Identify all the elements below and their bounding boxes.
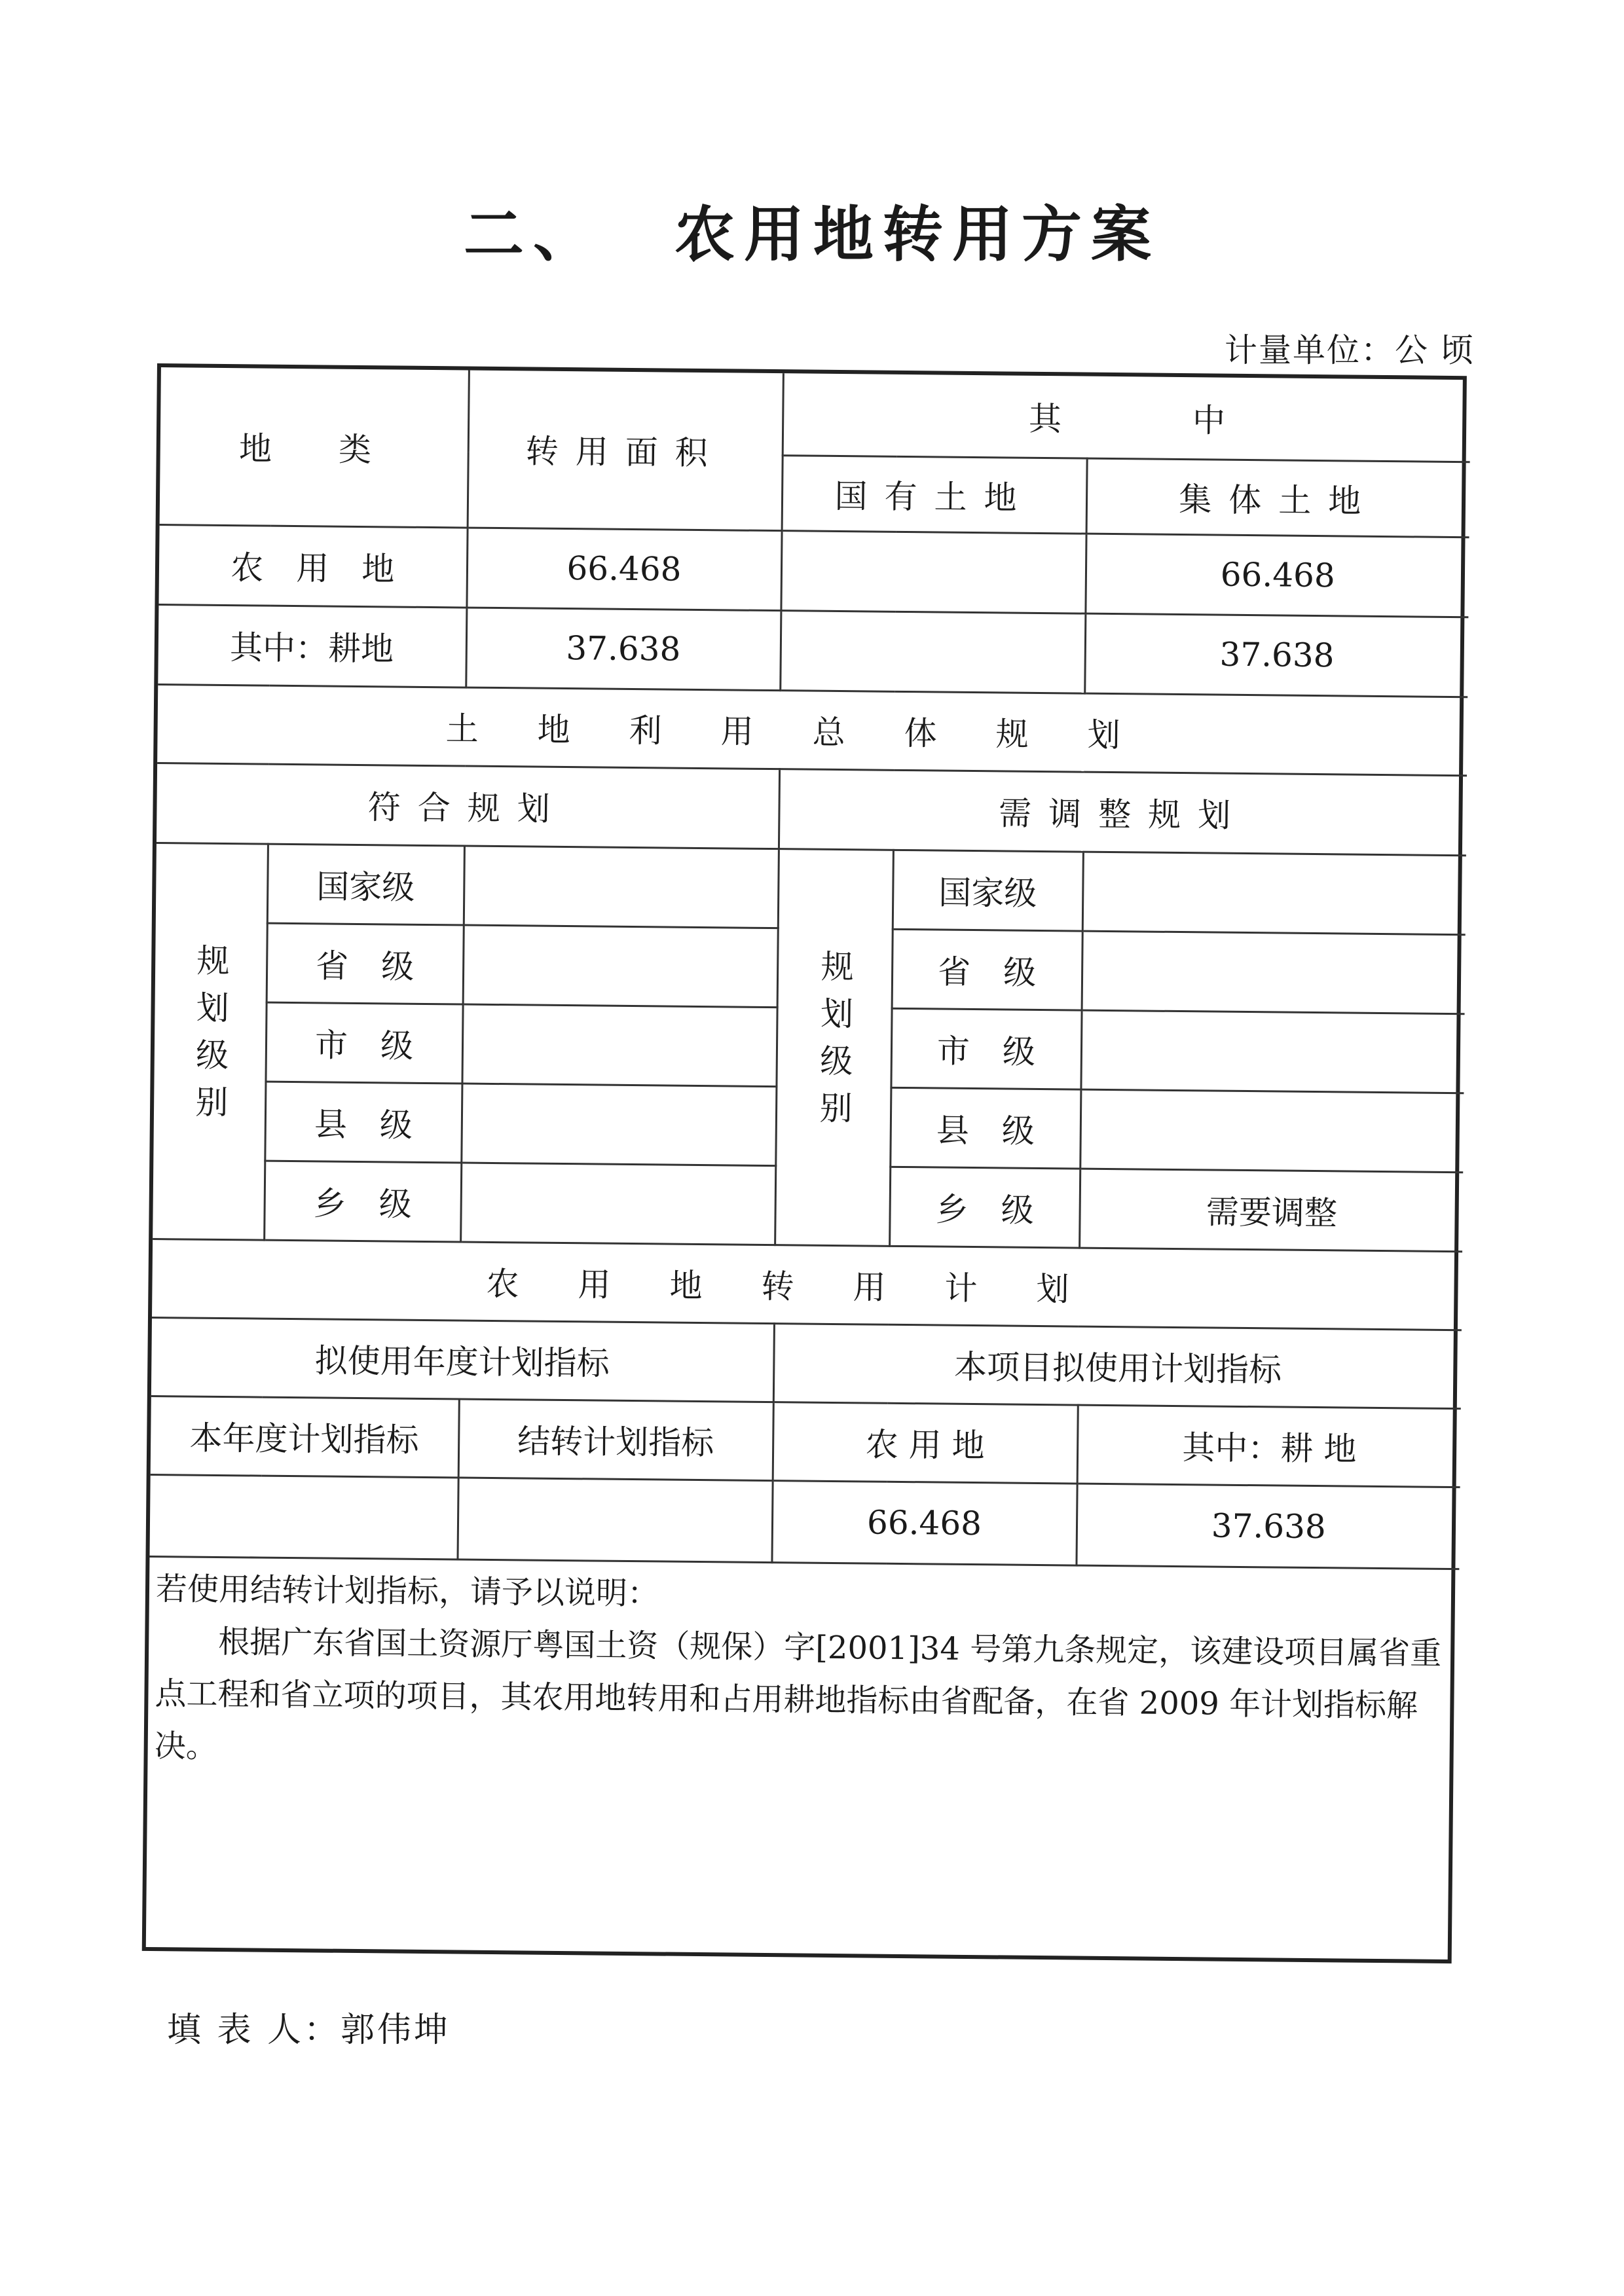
page-title [0,187,1624,273]
conform-value [463,925,778,1008]
adjust-title: 需调整规划 [779,769,1467,855]
row-area: 37.638 [466,608,781,691]
farmland-header: 农 用 地 [773,1402,1078,1483]
form-filler: 填 表 人：郭伟坤 [167,2011,451,2050]
planning-section-title: 土地利用总体规划 [157,684,1467,775]
header-area: 转用面积 [468,371,783,531]
farmland-value: 66.468 [771,1480,1077,1565]
level-label: 乡 级 [264,1161,461,1242]
current-year-header: 本年度计划指标 [151,1396,459,1478]
title-text: 农用地转用方案 [674,200,1161,270]
conversion-form [142,363,1467,1963]
header-of-which: 其 中 [783,373,1471,462]
current-year-value [150,1474,458,1559]
level-label: 乡 级 [889,1167,1080,1248]
cultivated-value: 37.638 [1076,1484,1460,1569]
adjust-value [1082,931,1466,1014]
conform-value [461,1084,776,1166]
row-collective: 37.638 [1084,613,1468,697]
form-table [149,367,1470,1570]
conform-value [464,846,779,928]
row-state [781,530,1086,613]
header-state-land: 国有土地 [782,455,1087,533]
conform-value [460,1163,775,1245]
row-collective: 66.468 [1085,534,1469,617]
table-row [158,524,1469,617]
row-state [780,610,1085,693]
unit-label: 计量单位：公 顷 [1225,331,1475,369]
adjust-value [1082,852,1466,935]
note-body: 根据广东省国土资源厅粤国土资（规保）字[2001]34 号第九条规定，该建设项目属省重点工程和省立项的项目，其农用地转用和占用耕地指标由省配备，在省 2009 年计划指标解决。 [154,1623,1442,1765]
annual-title: 拟使用年度计划指标 [151,1317,774,1402]
cultivated-header: 其中：耕 地 [1077,1405,1461,1487]
conform-level-group: 规划级别 [153,843,268,1240]
row-area: 66.468 [466,528,781,611]
level-label: 国家级 [893,850,1083,931]
level-label: 市 级 [891,1008,1081,1089]
conform-value [462,1004,777,1087]
row-label: 其中：耕地 [158,604,466,687]
carryover-value [457,1477,772,1562]
carryover-note [147,1557,1451,1784]
level-label: 县 级 [265,1082,462,1163]
header-collective-land: 集体土地 [1086,458,1470,538]
adjust-value: 需要调整 [1079,1169,1463,1252]
header-land-type: 地 类 [160,367,469,528]
row-label: 农 用 地 [158,524,467,608]
adjust-value [1080,1010,1464,1093]
adjust-level-group: 规划级别 [775,848,893,1246]
level-label: 国家级 [267,844,464,925]
table-row [158,604,1468,697]
level-label: 省 级 [892,929,1082,1010]
conform-title: 符合规划 [157,763,779,848]
carryover-header: 结转计划指标 [458,1398,773,1480]
note-heading: 若使用结转计划指标，请予以说明： [155,1570,659,1612]
adjust-value [1080,1089,1464,1173]
plan-section-title: 农用地转用计划 [152,1239,1462,1330]
project-title: 本项目拟使用计划指标 [773,1323,1462,1408]
title-number: 二、 [463,200,602,270]
level-label: 省 级 [267,923,464,1004]
level-label: 县 级 [890,1087,1080,1169]
level-label: 市 级 [265,1002,462,1084]
